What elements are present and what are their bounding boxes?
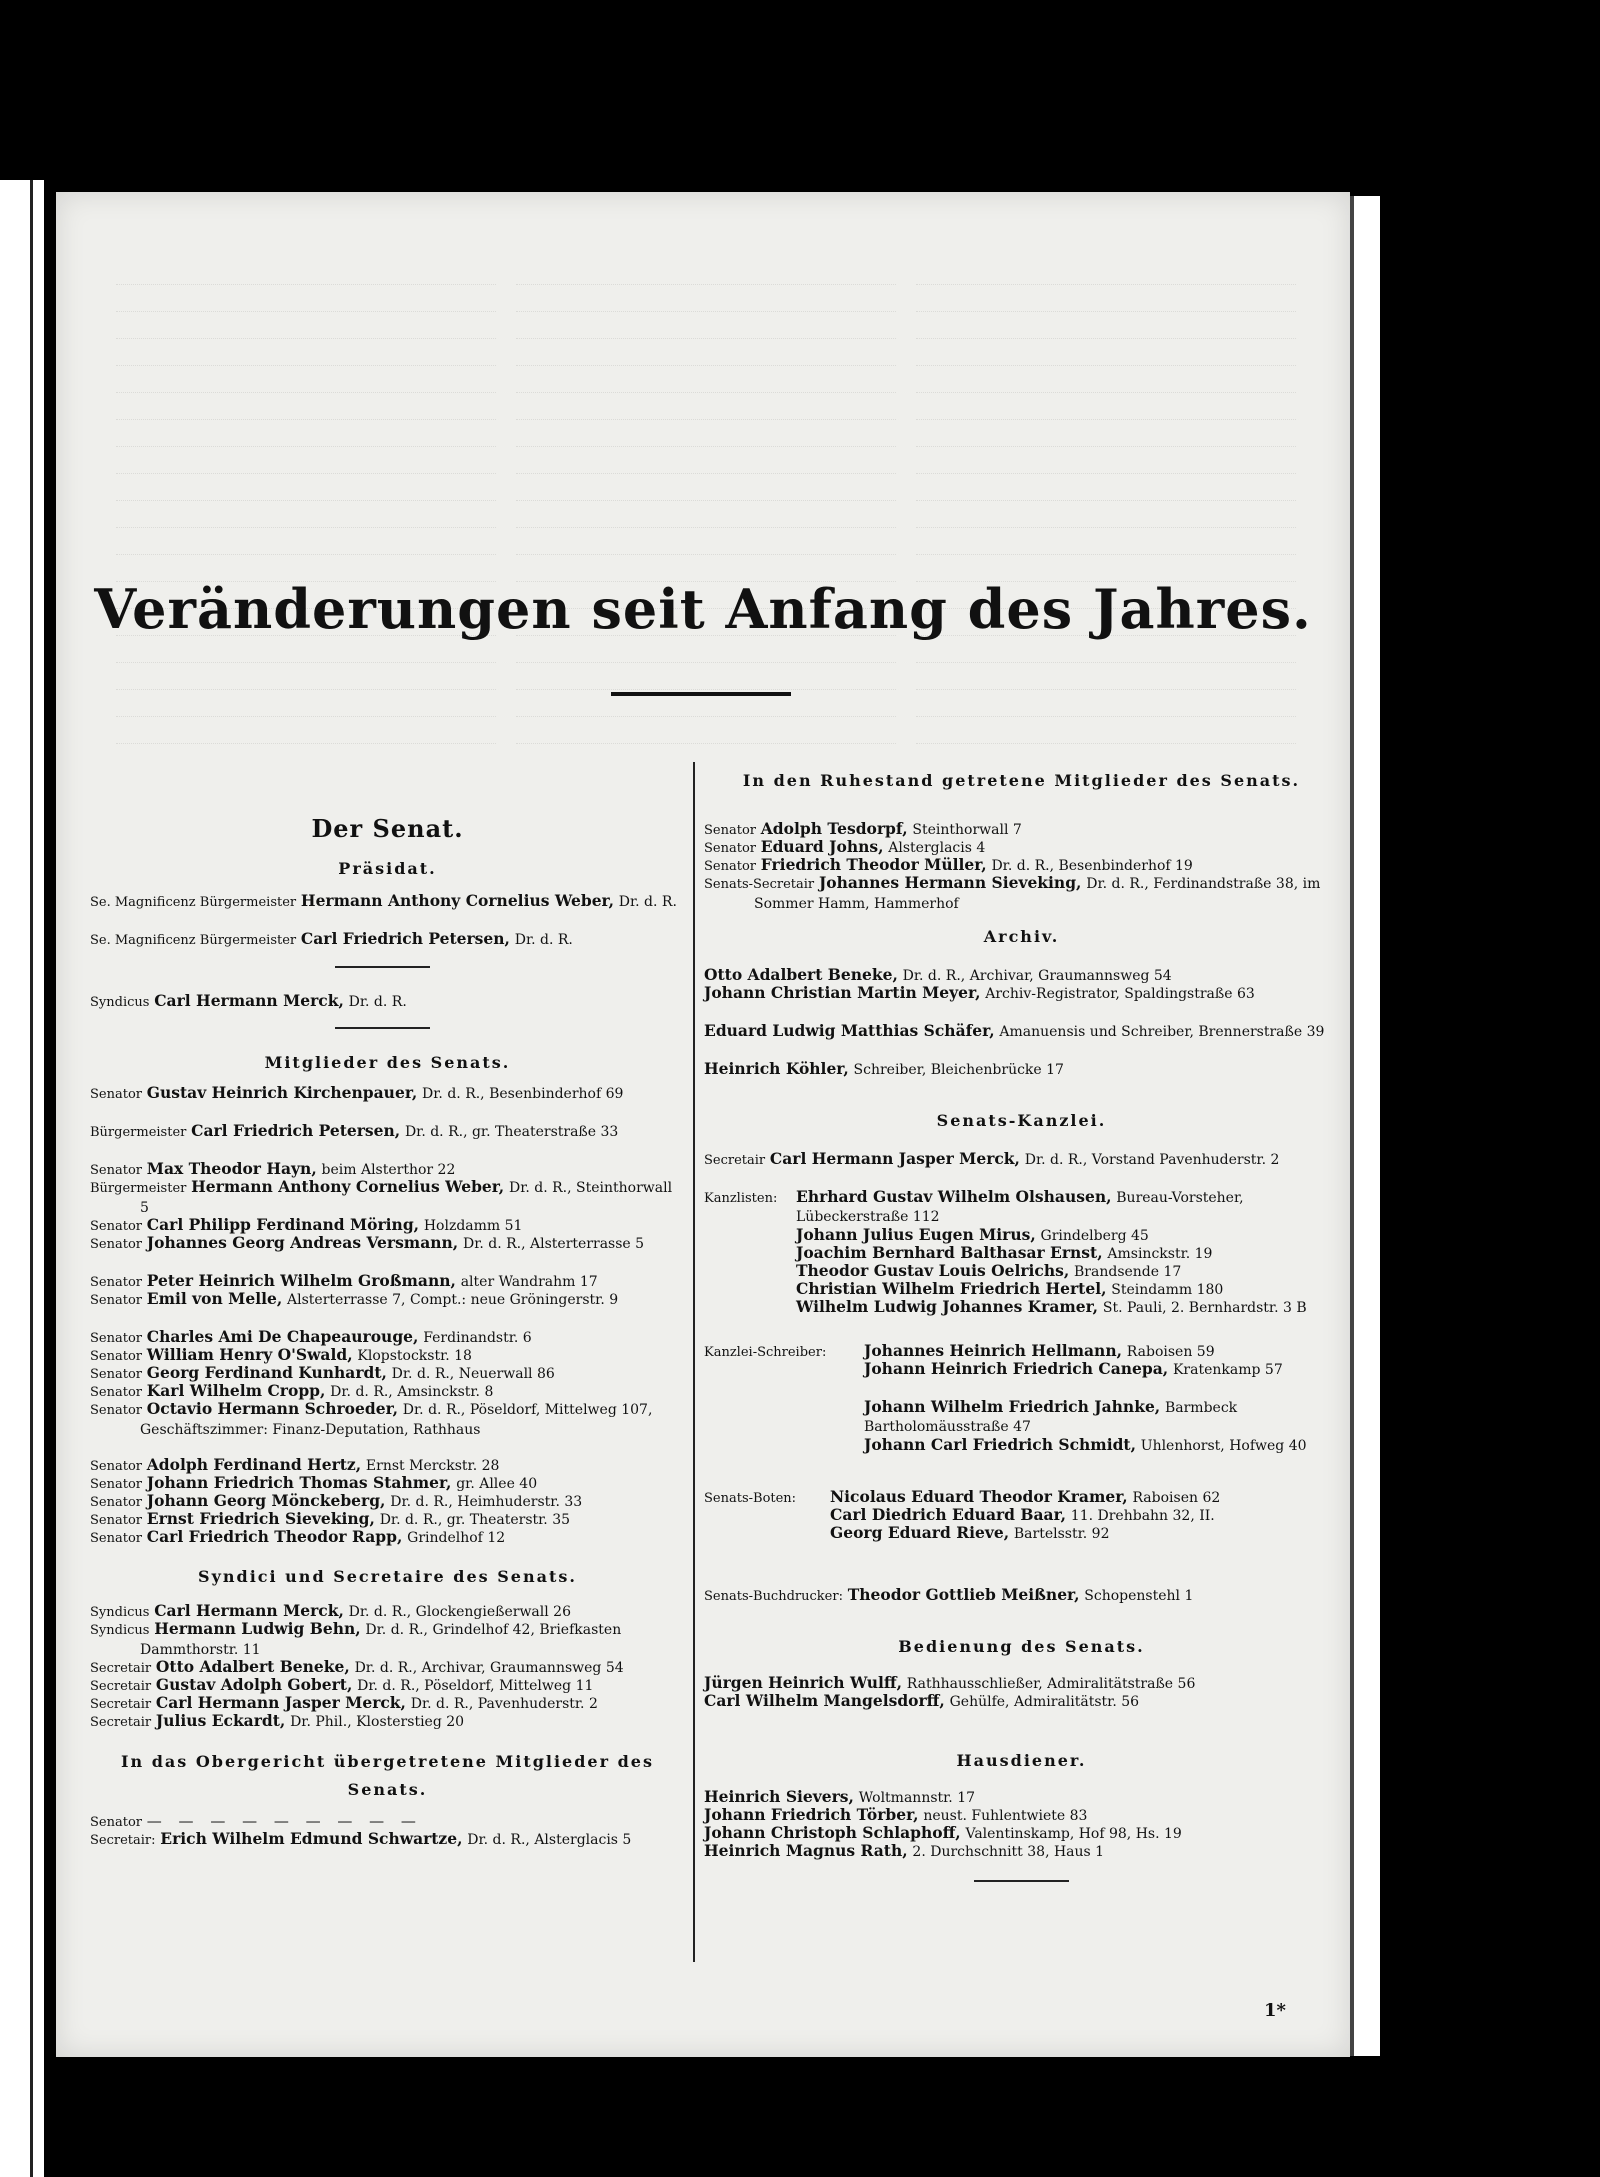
adjacent-page-edge xyxy=(0,180,44,2177)
list-item: Senator Emil von Melle, Alsterterrasse 7, Compt.: neue Gröningerstr. 9 xyxy=(90,1289,619,1308)
list-item: Secretair Julius Eckardt, Dr. Phil., Klosterstieg 20 xyxy=(90,1711,465,1730)
kanzlisten-label: Kanzlisten: xyxy=(704,1191,778,1206)
bedienung-heading: Bedienung des Senats. xyxy=(898,1637,1145,1656)
list-item: Theodor Gustav Louis Oelrichs, Brandsende 17 xyxy=(796,1261,1182,1280)
ruhestand-heading: In den Ruhestand getretene Mitglieder des Senats. xyxy=(742,771,1301,790)
list-item: Christian Wilhelm Friedrich Hertel, Steindamm 180 xyxy=(796,1279,1224,1298)
list-item: Syndicus Carl Hermann Merck, Dr. d. R., Glockengießerwall 26 xyxy=(90,1601,571,1620)
list-item: Senator Johannes Georg Andreas Versmann, Dr. d. R., Alsterterrasse 5 xyxy=(90,1233,645,1252)
syndicus-entry: Syndicus Carl Hermann Merck, Dr. d. R. xyxy=(90,991,407,1010)
kanzlei-secretair: Secretair Carl Hermann Jasper Merck, Dr. d. R., Vorstand Pavenhuderstr. 2 xyxy=(704,1149,1280,1168)
page-right-edge xyxy=(1350,196,1380,2056)
list-item: Secretair Otto Adalbert Beneke, Dr. d. R., Archivar, Graumannsweg 54 xyxy=(90,1657,624,1676)
list-item: Johann Julius Eugen Mirus, Grindelberg 45 xyxy=(796,1225,1149,1244)
list-item: Heinrich Magnus Rath, 2. Durchschnitt 38, Haus 1 xyxy=(704,1841,1105,1860)
obergericht-senator: Senator — — — — — — — — — xyxy=(90,1812,422,1830)
list-item: Johann Heinrich Friedrich Canepa, Kratenkamp 57 xyxy=(864,1359,1283,1378)
praesidat-heading: Präsidat. xyxy=(338,859,437,878)
list-item: Senator Karl Wilhelm Cropp, Dr. d. R., Amsinckstr. 8 xyxy=(90,1381,494,1400)
list-item: Senator Friedrich Theodor Müller, Dr. d. R., Besenbinderhof 19 xyxy=(704,855,1193,874)
list-item: Senator William Henry O'Swald, Klopstockstr. 18 xyxy=(90,1345,472,1364)
list-item: Senator Johann Friedrich Thomas Stahmer, gr. Allee 40 xyxy=(90,1473,538,1492)
section-rule xyxy=(335,966,430,968)
list-item: Heinrich Köhler, Schreiber, Bleichenbrücke 17 xyxy=(704,1059,1064,1078)
praesidat-entry: Se. Magnificenz Bürgermeister Hermann Anthony Cornelius Weber, Dr. d. R. xyxy=(90,891,677,910)
list-item: Ehrhard Gustav Wilhelm Olshausen, Bureau-Vorsteher, Lübeckerstraße 112 xyxy=(796,1187,1244,1225)
list-item: Otto Adalbert Beneke, Dr. d. R., Archivar, Graumannsweg 54 xyxy=(704,965,1172,984)
list-item: Senator Gustav Heinrich Kirchenpauer, Dr. d. R., Besenbinderhof 69 xyxy=(90,1083,624,1102)
list-item: Senator Johann Georg Mönckeberg, Dr. d. R., Heimhuderstr. 33 xyxy=(90,1491,583,1510)
list-item: Senator Adolph Ferdinand Hertz, Ernst Merckstr. 28 xyxy=(90,1455,500,1474)
list-item: Senator Peter Heinrich Wilhelm Großmann, alter Wandrahm 17 xyxy=(90,1271,598,1290)
list-item: Senator Carl Friedrich Theodor Rapp, Grindelhof 12 xyxy=(90,1527,506,1546)
hausdiener-heading: Hausdiener. xyxy=(956,1751,1087,1770)
list-item: Nicolaus Eduard Theodor Kramer, Raboisen 62 xyxy=(830,1487,1221,1506)
obergericht-heading: In das Obergericht übergetretene Mitglieder des Senats. xyxy=(121,1752,654,1799)
title-rule xyxy=(611,692,791,696)
list-item: Carl Wilhelm Mangelsdorff, Gehülfe, Admiralitätstr. 56 xyxy=(704,1691,1140,1710)
list-item: Carl Diedrich Eduard Baar, 11. Drehbahn 32, II. xyxy=(830,1505,1215,1524)
list-item: Senator Carl Philipp Ferdinand Möring, Holzdamm 51 xyxy=(90,1215,523,1234)
list-item: Senator Max Theodor Hayn, beim Alsterthor 22 xyxy=(90,1159,456,1178)
list-item: Senats-Secretair Johannes Hermann Sieveking, Dr. d. R., Ferdinandstraße 38, im Sommer Hamm, Hammerhof xyxy=(704,873,1321,912)
archiv-heading: Archiv. xyxy=(983,927,1060,946)
list-item: Johann Christoph Schlaphoff, Valentinskamp, Hof 98, Hs. 19 xyxy=(704,1823,1182,1842)
list-item: Secretair Carl Hermann Jasper Merck, Dr. d. R., Pavenhuderstr. 2 xyxy=(90,1693,598,1712)
syndici-heading: Syndici und Secretaire des Senats. xyxy=(198,1567,577,1586)
list-item: Senator Georg Ferdinand Kunhardt, Dr. d. R., Neuerwall 86 xyxy=(90,1363,555,1382)
list-item: Bürgermeister Carl Friedrich Petersen, Dr. d. R., gr. Theaterstraße 33 xyxy=(90,1121,619,1140)
list-item: Senator Eduard Johns, Alsterglacis 4 xyxy=(704,837,986,856)
mitglieder-heading: Mitglieder des Senats. xyxy=(264,1053,511,1072)
list-item: Senator Octavio Hermann Schroeder, Dr. d. R., Pöseldorf, Mittelweg 107, Geschäftszimmer: Finanz-Deputation, Rathhaus xyxy=(90,1399,653,1438)
list-item: Johann Wilhelm Friedrich Jahnke, Barmbeck Bartholomäusstraße 47 xyxy=(864,1397,1238,1435)
list-item: Bürgermeister Hermann Anthony Cornelius Weber, Dr. d. R., Steinthorwall 5 xyxy=(90,1177,673,1216)
kanzlei-heading: Senats-Kanzlei. xyxy=(936,1111,1107,1130)
list-item: Senator Charles Ami De Chapeaurouge, Ferdinandstr. 6 xyxy=(90,1327,532,1346)
list-item: Senator Ernst Friedrich Sieveking, Dr. d. R., gr. Theaterstr. 35 xyxy=(90,1509,571,1528)
list-item: Joachim Bernhard Balthasar Ernst, Amsinckstr. 19 xyxy=(796,1243,1213,1262)
list-item: Eduard Ludwig Matthias Schäfer, Amanuensis und Schreiber, Brennerstraße 39 xyxy=(704,1021,1325,1040)
senat-heading: Der Senat. xyxy=(311,814,464,843)
page-title: Veränderungen seit Anfang des Jahres. xyxy=(94,577,1312,641)
list-item: Georg Eduard Rieve, Bartelsstr. 92 xyxy=(830,1523,1110,1542)
list-item: Johann Christian Martin Meyer, Archiv-Registrator, Spaldingstraße 63 xyxy=(704,983,1255,1002)
page-number: 1* xyxy=(1264,2000,1286,2021)
column-divider xyxy=(693,762,695,1962)
list-item: Secretair Gustav Adolph Gobert, Dr. d. R., Pöseldorf, Mittelweg 11 xyxy=(90,1675,594,1694)
praesidat-entry: Se. Magnificenz Bürgermeister Carl Friedrich Petersen, Dr. d. R. xyxy=(90,929,573,948)
document-page xyxy=(56,192,1350,2057)
list-item: Syndicus Hermann Ludwig Behn, Dr. d. R., Grindelhof 42, Briefkasten Dammthorstr. 11 xyxy=(90,1619,622,1658)
list-item: Johann Carl Friedrich Schmidt, Uhlenhorst, Hofweg 40 xyxy=(864,1435,1307,1454)
buchdrucker-entry: Senats-Buchdrucker: Theodor Gottlieb Meißner, Schopenstehl 1 xyxy=(704,1585,1194,1604)
list-item: Johannes Heinrich Hellmann, Raboisen 59 xyxy=(864,1341,1215,1360)
list-item: Jürgen Heinrich Wulff, Rathhausschließer, Admiralitätstraße 56 xyxy=(704,1673,1196,1692)
boten-label: Senats-Boten: xyxy=(704,1491,797,1506)
obergericht-entry: Secretair: Erich Wilhelm Edmund Schwartze, Dr. d. R., Alsterglacis 5 xyxy=(90,1829,632,1848)
list-item: Wilhelm Ludwig Johannes Kramer, St. Pauli, 2. Bernhardstr. 3 B xyxy=(796,1297,1307,1316)
bleed-through-text xyxy=(116,262,1296,782)
schreiber-label: Kanzlei-Schreiber: xyxy=(704,1345,827,1360)
section-rule xyxy=(974,1880,1069,1882)
list-item: Senator Adolph Tesdorpf, Steinthorwall 7 xyxy=(704,819,1022,838)
section-rule xyxy=(335,1027,430,1029)
list-item: Heinrich Sievers, Woltmannstr. 17 xyxy=(704,1787,976,1806)
list-item: Johann Friedrich Törber, neust. Fuhlentwiete 83 xyxy=(704,1805,1088,1824)
